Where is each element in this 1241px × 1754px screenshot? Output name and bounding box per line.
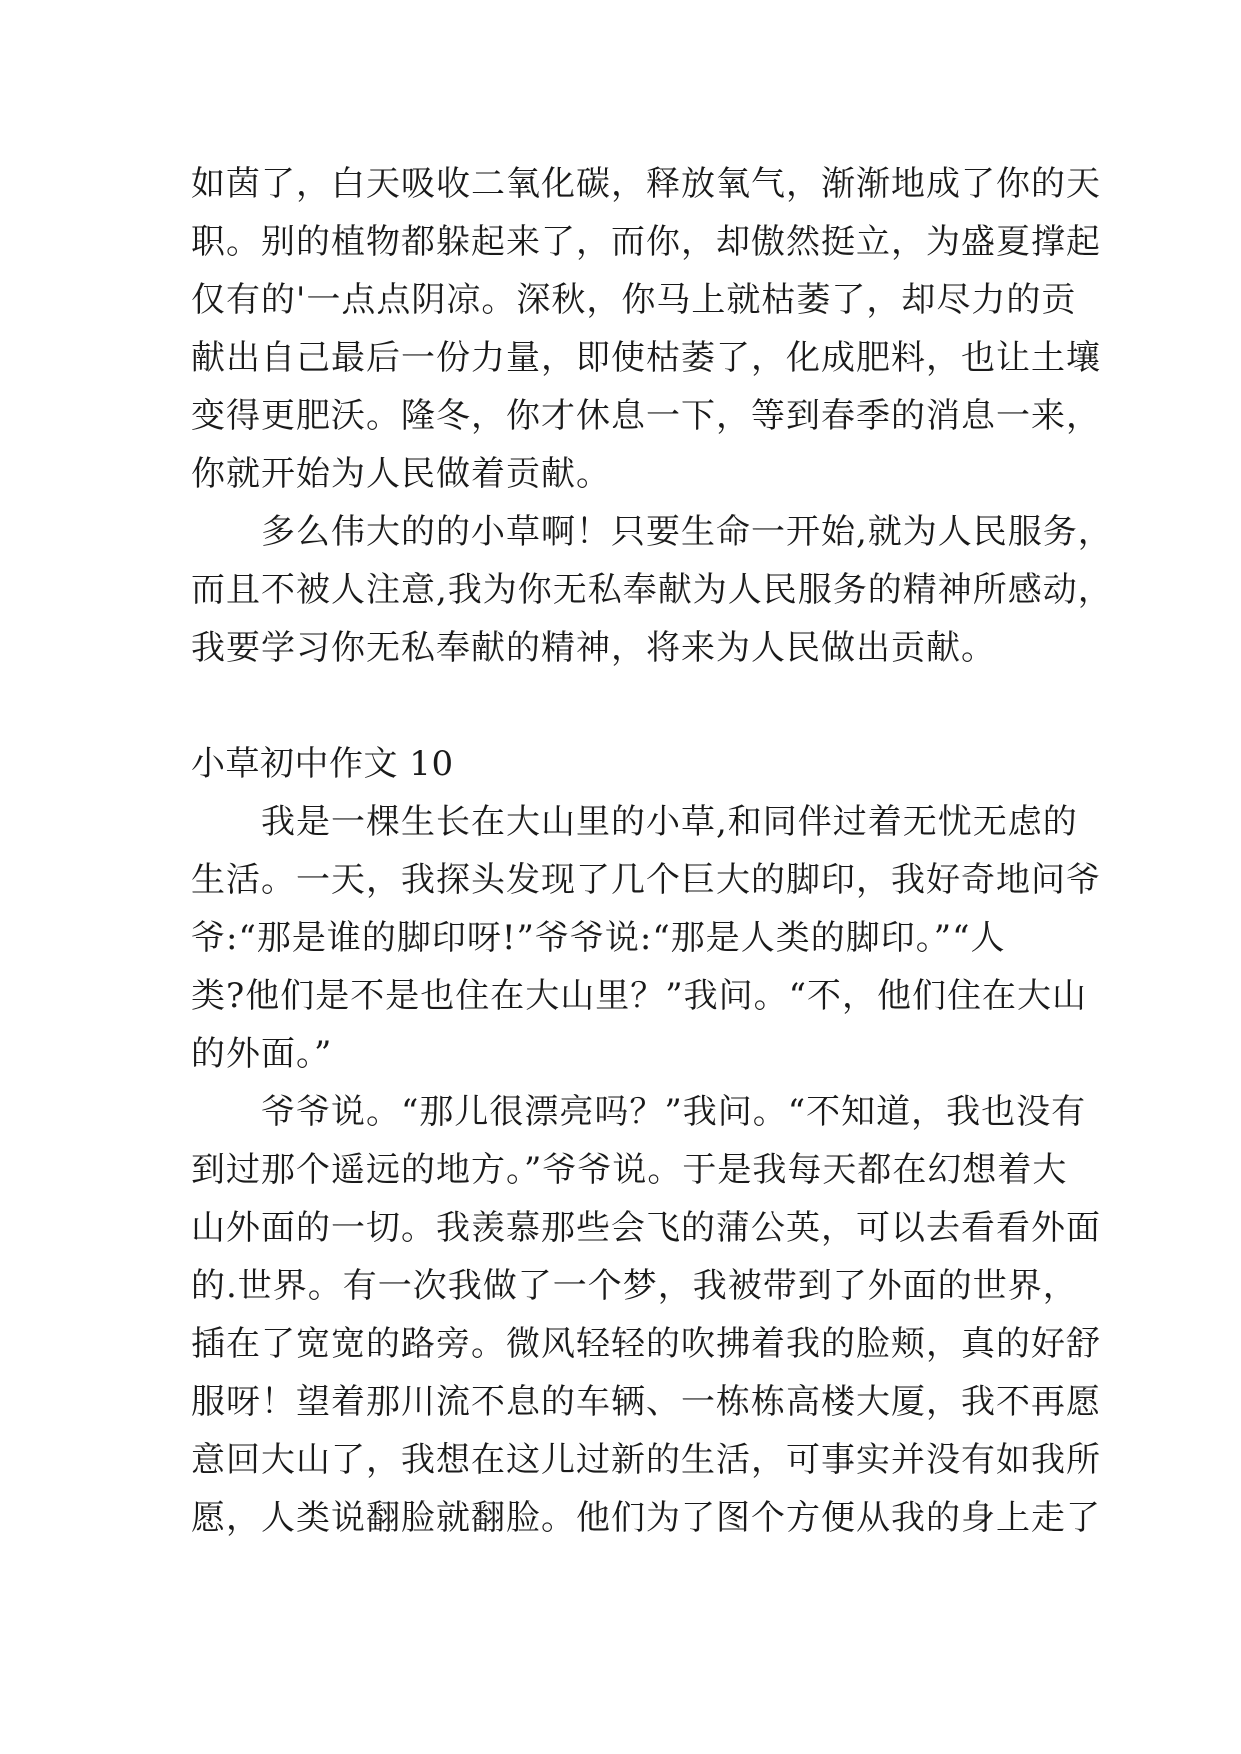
text-line: 服呀！望着那川流不息的车辆、一栋栋高楼大厦，我不再愿 [191,1382,1101,1422]
text-line: 插在了宽宽的路旁。微风轻轻的吹拂着我的脸颊，真的好舒 [191,1324,1101,1364]
text-line: 多么伟大的的小草啊！只要生命一开始,就为人民服务， [191,512,1113,552]
text-line: 变得更肥沃。隆冬，你才休息一下，等到春季的消息一来， [191,396,1101,436]
text-line: 仅有的'一点点阴凉。深秋，你马上就枯萎了，却尽力的贡 [191,280,1077,320]
text-line: 如茵了，白天吸收二氧化碳，释放氧气，渐渐地成了你的天 [191,164,1101,204]
text-line: 献出自己最后一份力量，即使枯萎了，化成肥料，也让土壤 [191,338,1101,378]
section-heading: 小草初中作文 10 [191,744,454,784]
text-line: 意回大山了，我想在这儿过新的生活，可事实并没有如我所 [191,1440,1101,1480]
text-line: 的.世界。有一次我做了一个梦，我被带到了外面的世界， [191,1266,1078,1306]
text-line: 到过那个遥远的地方。”爷爷说。于是我每天都在幻想着大 [191,1150,1068,1190]
text-line: 你就开始为人民做着贡献。 [191,454,611,494]
text-line: 的外面。” [191,1034,333,1074]
text-line: 生活。一天，我探头发现了几个巨大的脚印，我好奇地问爷 [191,860,1101,900]
text-line: 爷爷说。“那儿很漂亮吗？”我问。“不知道，我也没有 [191,1092,1087,1132]
text-line: 类?他们是不是也住在大山里？”我问。“不，他们住在大山 [191,976,1087,1016]
text-line: 愿，人类说翻脸就翻脸。他们为了图个方便从我的身上走了 [191,1498,1101,1538]
text-line: 我是一棵生长在大山里的小草,和同伴过着无忧无虑的 [191,802,1078,842]
text-line: 爷:“那是谁的脚印呀!”爷爷说:“那是人类的脚印。”“人 [191,918,1006,958]
text-line: 我要学习你无私奉献的精神，将来为人民做出贡献。 [191,628,996,668]
text-line: 职。别的植物都躲起来了，而你，却傲然挺立，为盛夏撑起 [191,222,1101,262]
text-line: 而且不被人注意,我为你无私奉献为人民服务的精神所感动， [191,570,1113,610]
text-line: 山外面的一切。我羡慕那些会飞的蒲公英，可以去看看外面 [191,1208,1101,1248]
